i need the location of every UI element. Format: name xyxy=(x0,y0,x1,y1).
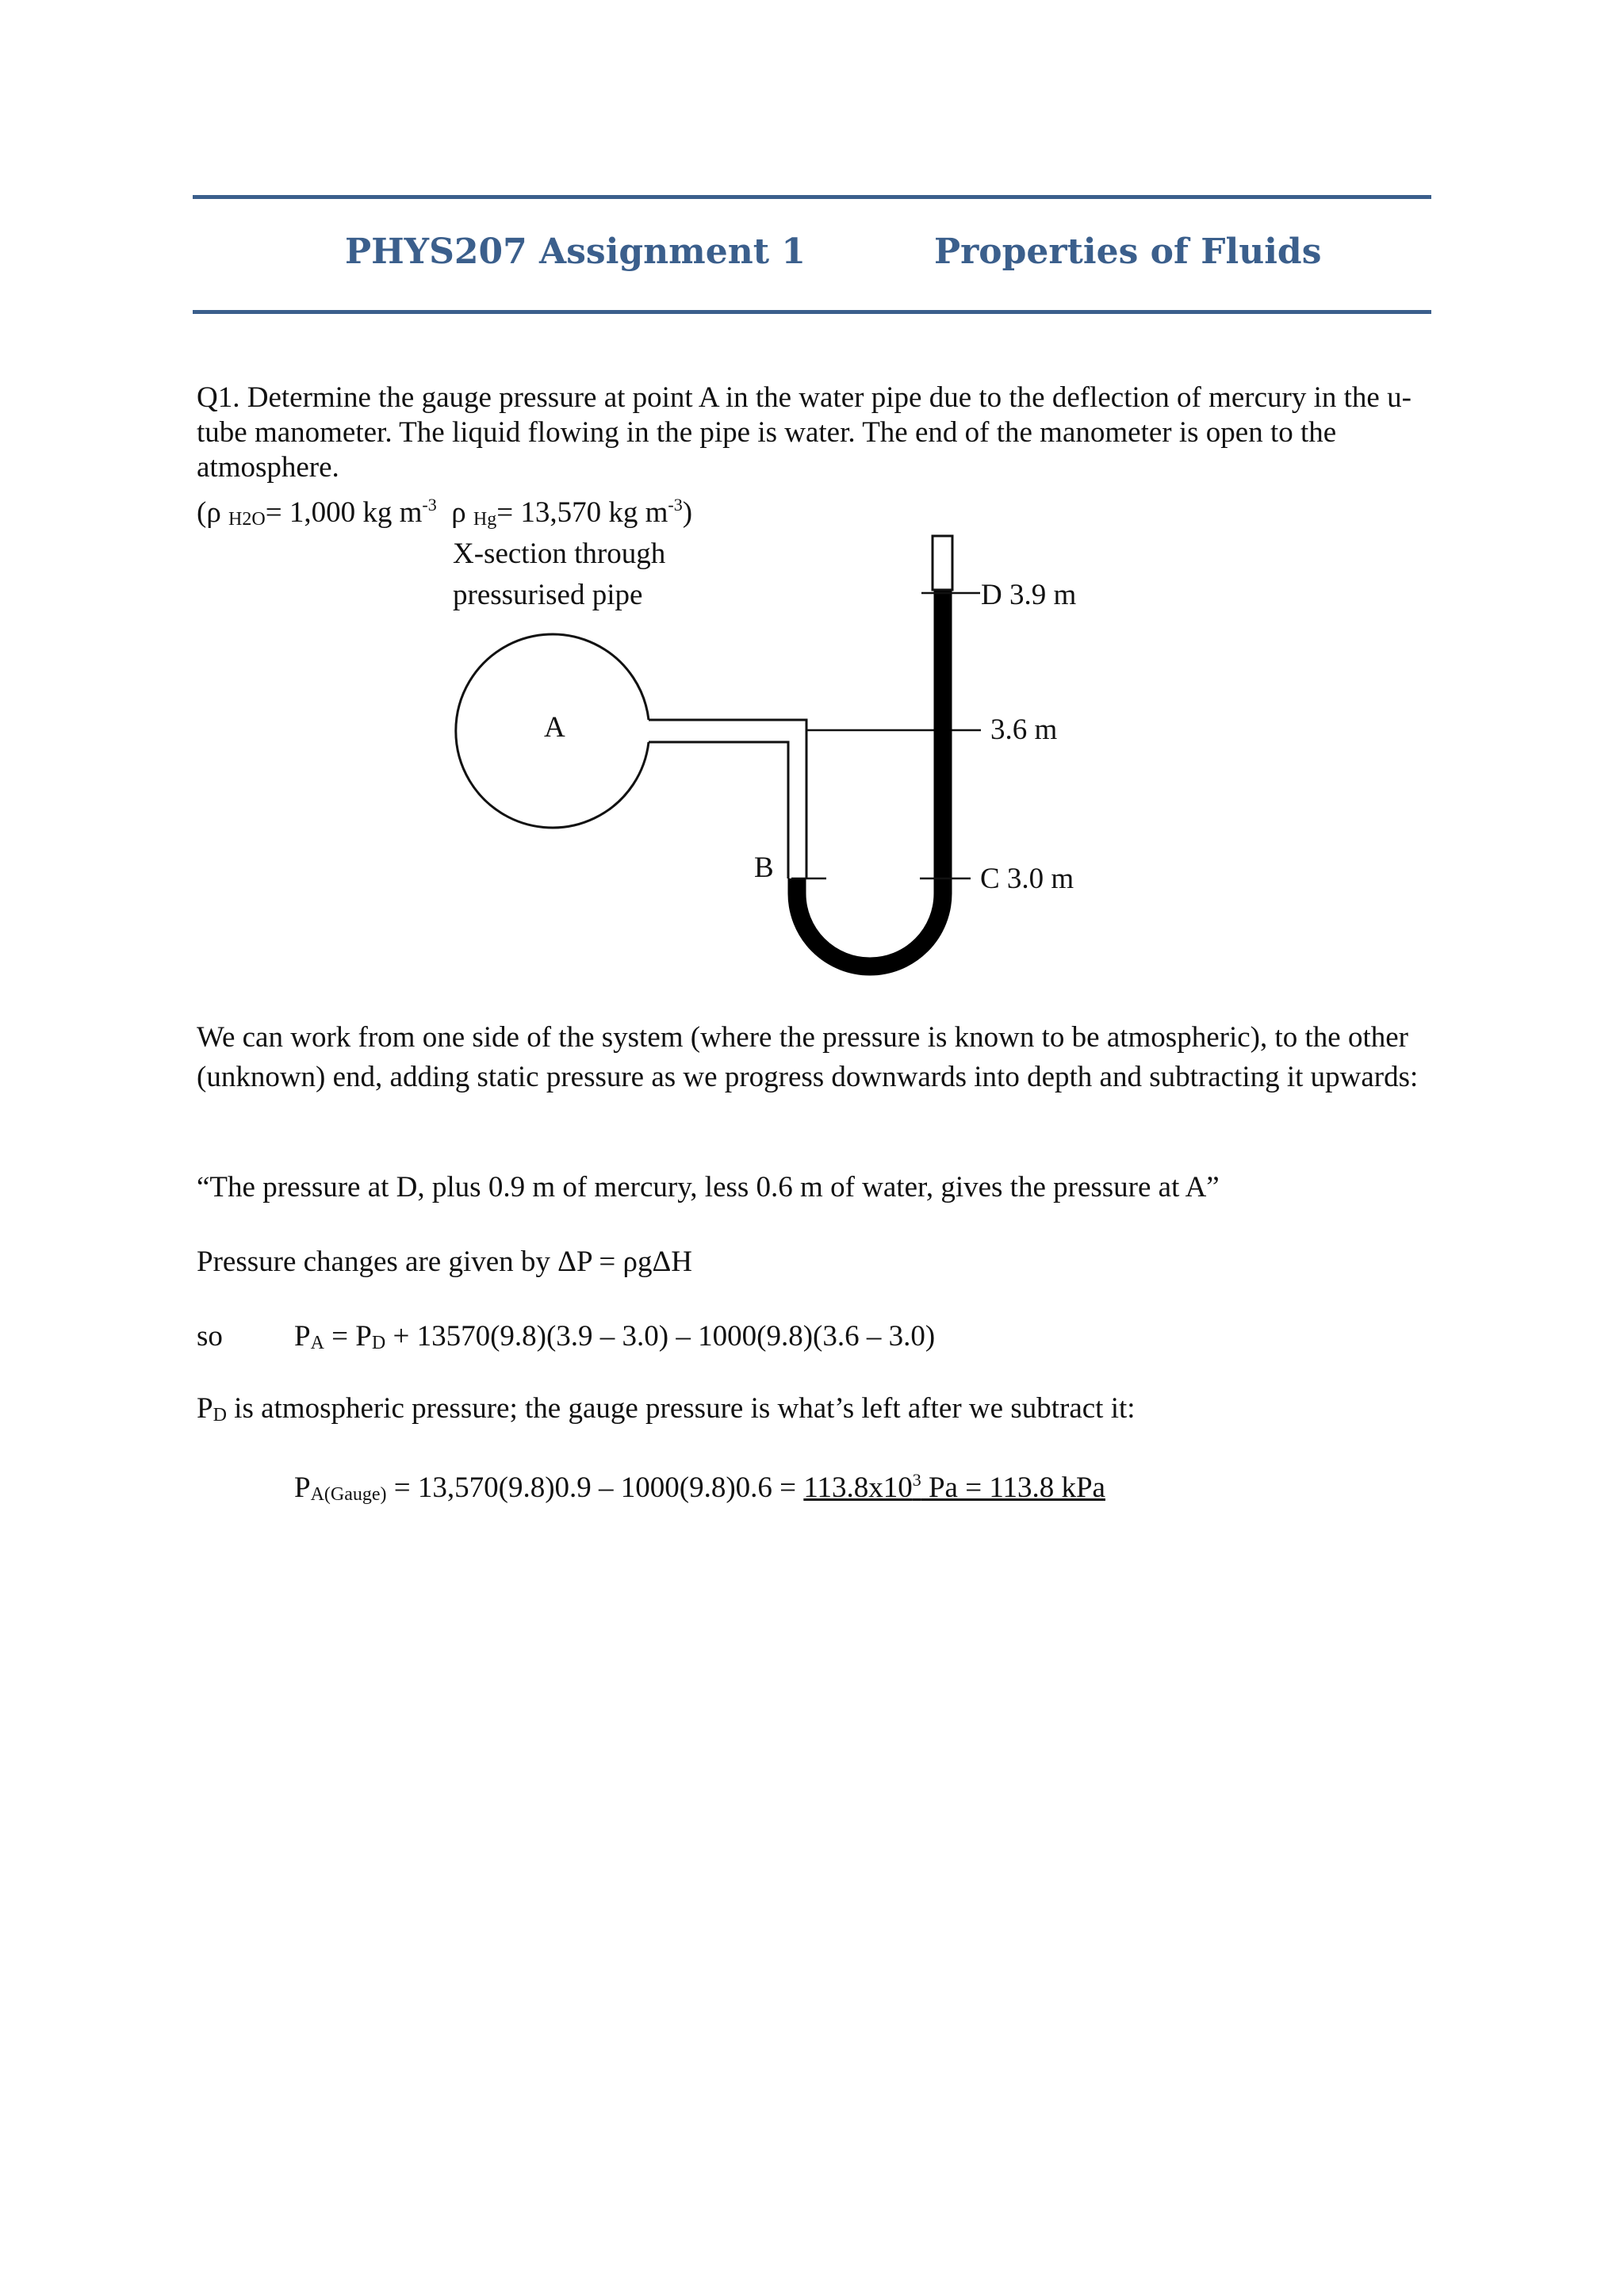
diagram-caption-line2: pressurised pipe xyxy=(453,579,643,611)
question-text: Q1. Determine the gauge pressure at point A in the water pipe due to the deflection of mercury in the u-tube manometer. The liquid flowing in the pipe is water. The end of the manometer is open to the atmosphere. xyxy=(197,381,1411,484)
atmospheric-note: $P_D$ is atmospheric pressure; the gauge pressure is what’s left after we subtract it: xyxy=(197,1392,1136,1425)
label-mid-height: 3.6 m xyxy=(990,714,1058,746)
equation-gauge: $P_{A(Gauge)} = 13,570(9.8)0.9 - 1000(9.8)0.6 = 113.8x10^3$ Pa = 113.8 kPa xyxy=(294,1470,1105,1505)
final-answer: $113.8x10^3$ Pa = 113.8 kPa xyxy=(803,1470,1105,1504)
equation-pa: $P_A = P_D + 13570(9.8)(3.9 - 3.0) - 1000(9.8)(3.6 - 3.0)$ xyxy=(294,1320,936,1353)
label-b: B xyxy=(754,851,774,884)
density-values: (ρ $_{H2O}$= 1,000 kg $m^{-3}$ ρ $_{Hg}$= 13,570 kg $m^{-3}$) xyxy=(197,495,693,530)
label-d-height: D 3.9 m xyxy=(981,579,1077,611)
label-a: A xyxy=(544,711,565,744)
so-label: so xyxy=(197,1320,223,1353)
manometer-diagram xyxy=(0,0,1624,1031)
connector-outer-wall xyxy=(649,720,806,878)
solution-quote: “The pressure at D, plus 0.9 m of mercury, less 0.6 m of water, gives the pressure at A” xyxy=(197,1171,1220,1203)
diagram-caption-line1: X-section through xyxy=(453,538,666,570)
assignment-title: PHYS207 Assignment 1 xyxy=(345,232,806,272)
open-tube-end xyxy=(933,536,952,590)
mercury-column xyxy=(797,590,943,966)
solution-intro: We can work from one side of the system (where the pressure is known to be atmospheric), to the other (unknown) end, adding static pressure as we progress downwards into depth and subtracting it upwards: xyxy=(197,1021,1419,1093)
topic-title: Properties of Fluids xyxy=(934,232,1322,272)
label-c-height: C 3.0 m xyxy=(980,863,1074,895)
pressure-change-formula: Pressure changes are given by ΔP = ρgΔH xyxy=(197,1246,692,1278)
